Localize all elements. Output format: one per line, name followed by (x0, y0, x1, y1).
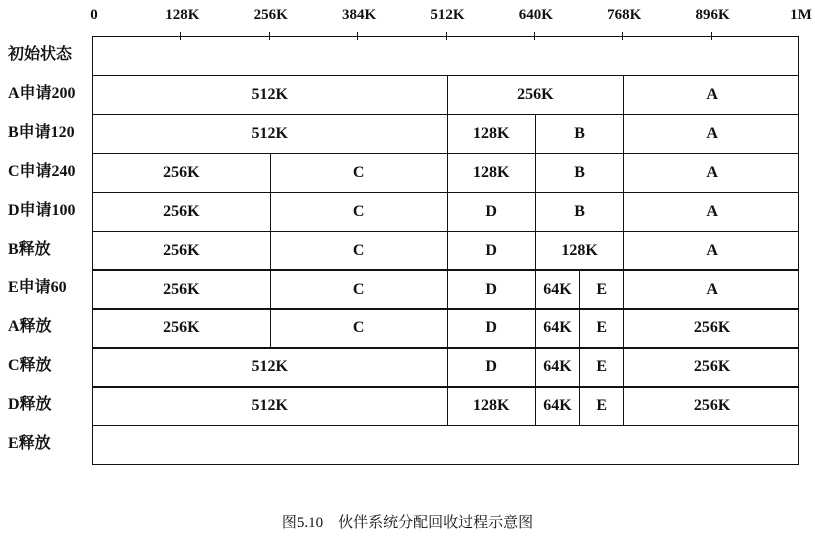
memory-block: 256K (623, 348, 800, 386)
memory-block: C (270, 270, 447, 308)
memory-row (92, 75, 799, 115)
memory-block: D (447, 193, 535, 231)
memory-block: 512K (251, 397, 288, 415)
memory-block: E (579, 270, 623, 308)
memory-block: 128K (535, 232, 623, 270)
row-label: C释放 (8, 357, 52, 375)
memory-row (92, 231, 799, 271)
memory-block: A (623, 115, 800, 153)
memory-row (92, 386, 799, 426)
memory-block: 512K (251, 86, 288, 104)
memory-block: A (623, 154, 800, 192)
axis-tick-label: 640K (518, 7, 553, 23)
memory-block: A (623, 76, 800, 114)
memory-block: C (270, 193, 447, 231)
axis-tick-label: 1M (790, 7, 812, 23)
figure-caption: 图5.10 伙伴系统分配回收过程示意图 (281, 515, 534, 531)
axis-tick-label: 0 (90, 7, 98, 23)
memory-row (92, 153, 799, 193)
memory-block: B (535, 115, 623, 153)
row-label: 初始状态 (8, 46, 73, 63)
row-label: A申请200 (8, 84, 76, 102)
memory-block: A (623, 232, 800, 270)
memory-block: 128K (447, 387, 535, 425)
memory-block: E (579, 387, 623, 425)
memory-block (93, 37, 800, 75)
memory-block: 256K (163, 241, 200, 259)
memory-block: 64K (535, 309, 579, 347)
row-label: D释放 (8, 396, 52, 414)
row-label: C申请240 (8, 162, 76, 180)
axis-tick-label: 384K (342, 7, 377, 23)
memory-row (92, 308, 799, 348)
memory-block: 256K (623, 387, 800, 425)
memory-block: E (579, 348, 623, 386)
memory-row (92, 114, 799, 154)
memory-block: 128K (447, 115, 535, 153)
memory-block: 512K (251, 124, 288, 142)
memory-block: A (623, 193, 800, 231)
memory-block: 64K (535, 387, 579, 425)
axis-tick-label: 128K (165, 7, 200, 23)
memory-block: C (270, 309, 447, 347)
memory-block: D (447, 348, 535, 386)
memory-block: D (447, 270, 535, 308)
memory-block: 512K (251, 358, 288, 376)
row-label: A释放 (8, 318, 52, 336)
memory-block: C (270, 154, 447, 192)
memory-block: 256K (623, 309, 800, 347)
row-label: B释放 (8, 240, 51, 258)
memory-block: 256K (163, 319, 200, 337)
row-label: E释放 (8, 435, 51, 452)
memory-row (92, 192, 799, 232)
memory-row (92, 269, 799, 309)
memory-block: D (447, 309, 535, 347)
memory-block: B (535, 154, 623, 192)
memory-block: B (535, 193, 623, 231)
memory-block: 64K (535, 270, 579, 308)
memory-block: 256K (447, 76, 624, 114)
axis-tick-label: 256K (253, 7, 288, 23)
memory-row (92, 347, 799, 387)
memory-block: 256K (163, 163, 200, 181)
memory-row (92, 36, 799, 76)
memory-block (93, 426, 800, 464)
memory-block: E (579, 309, 623, 347)
memory-block: 256K (163, 280, 200, 298)
row-label: E申请60 (8, 279, 67, 297)
memory-block: 256K (163, 202, 200, 220)
row-label: B申请120 (8, 123, 75, 141)
memory-block: 64K (535, 348, 579, 386)
memory-block: C (270, 232, 447, 270)
axis-tick-label: 896K (695, 7, 730, 23)
axis-tick-label: 768K (607, 7, 642, 23)
memory-block: 128K (447, 154, 535, 192)
memory-block: A (623, 270, 800, 308)
memory-row (92, 425, 799, 465)
row-label: D申请100 (8, 201, 76, 219)
memory-block: D (447, 232, 535, 270)
axis-tick-label: 512K (430, 7, 465, 23)
